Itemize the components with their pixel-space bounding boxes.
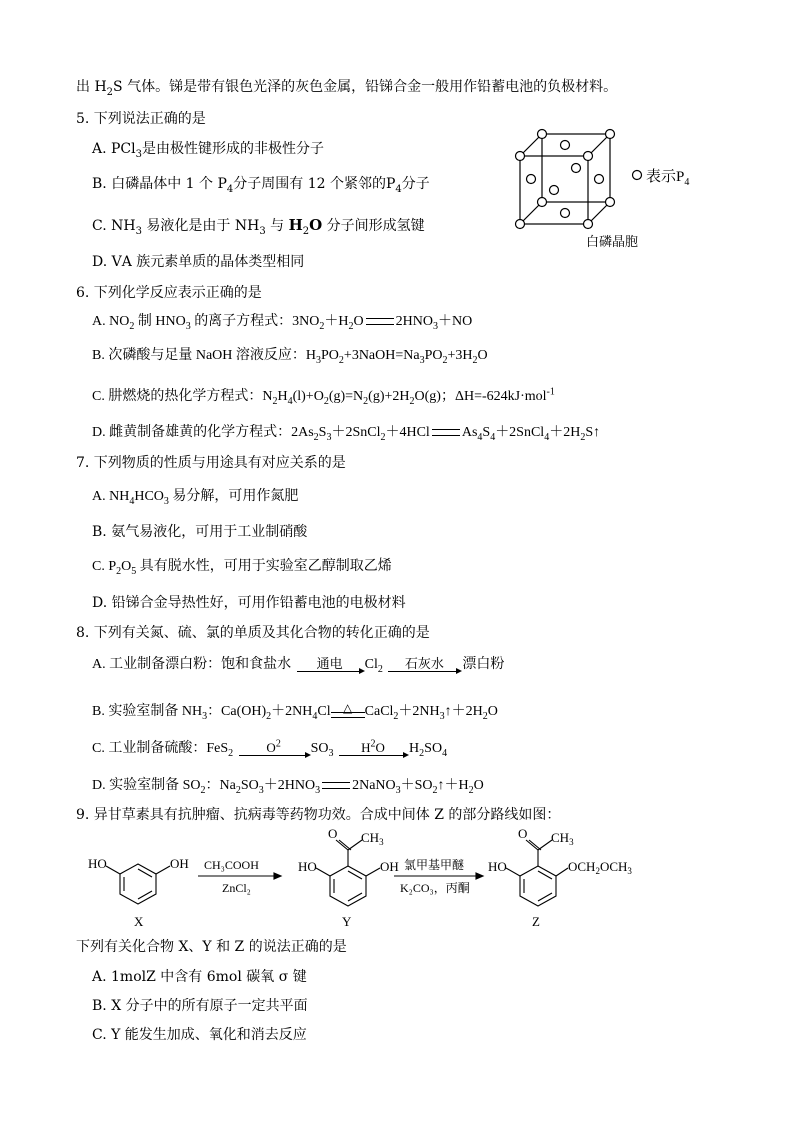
arrow1-reagent: CH₃COOH xyxy=(204,858,259,872)
q6-option-b: B. 次磷酸与足量 NaOH 溶液反应：$H_3PO_2+3NaOH=Na_3PO_2+3H_2O$ xyxy=(92,348,488,366)
svg-text:CH3: $CH_3$ xyxy=(361,830,384,847)
legend-text: 表示$P_4$ xyxy=(646,169,690,188)
atom-corner xyxy=(584,152,593,161)
q6-stem: 6. 下列化学反应表示正确的是 xyxy=(76,285,262,301)
q5-option-a: A. PCl$_3$是由极性键形成的非极性分子 xyxy=(92,141,324,160)
equals-sign xyxy=(432,429,460,436)
q6-option-d: D. 雌黄制备雄黄的化学方程式：$2As_2S_3+2SnCl_2+4HCl$ $As_4S_4+2SnCl_4+2H_2S↑$ xyxy=(92,425,601,443)
q7-option-c: C. $P_2O_5$ 具有脱水性，可用于实验室乙醇制取乙烯 xyxy=(92,559,392,577)
arrow2-reagent: 氯甲基甲醚 xyxy=(404,858,465,872)
z-label: Z xyxy=(532,914,540,929)
y-oh-label: OH xyxy=(380,859,399,874)
atom-corner xyxy=(606,130,615,139)
y-ring xyxy=(330,866,366,906)
intro-sub: 2 xyxy=(106,86,114,98)
intro-text: 出 H xyxy=(76,79,107,95)
z-och2och3-label: $OCH_2OCH_3$ xyxy=(568,859,632,876)
atom-corner xyxy=(606,198,615,207)
arrow1-catalyst: ZnCl₂ xyxy=(222,881,251,895)
x-ring xyxy=(120,864,156,904)
q9-option-a: A. 1molZ 中含有 6mol 碳氧 σ 键 xyxy=(92,969,307,985)
arrow2-conditions: K₂CO₃，丙酮 xyxy=(400,881,470,895)
q5-stem: 5. 下列说法正确的是 xyxy=(76,111,206,127)
atom-face xyxy=(550,186,559,195)
q6-option-c: C. 肼燃烧的热化学方程式：$N_2H_4(l)+O_2(g)=N_2(g)+2H_2O(g)$；ΔH=-624kJ·mol$^{-1}$ xyxy=(92,386,555,407)
y-ho-label: HO xyxy=(298,859,317,874)
atom-face xyxy=(527,175,536,184)
q6-option-a: A. $NO_2$ 制 $HNO_3$ 的离子方程式：$3NO_2+H_2O$ $2HNO_3+NO$ xyxy=(92,314,473,332)
q9-option-c: C. Y 能发生加成、氧化和消去反应 xyxy=(92,1027,307,1043)
atom-corner xyxy=(584,220,593,229)
q8-option-b: B. 实验室制备 $NH_3$：$Ca(OH)_2+2NH_4Cl$ △ $CaCl_2+2NH_3↑+2H_2O$ xyxy=(92,701,498,723)
white-phosphorus-unit-cell xyxy=(508,126,708,256)
synthesis-scheme xyxy=(76,826,676,936)
svg-text:CH3: $CH_3$ xyxy=(551,830,574,847)
z-o-label: O xyxy=(518,826,528,841)
atom-face xyxy=(561,209,570,218)
q5-option-b: B. 白磷晶体中 1 个 $P_4$分子周围有 12 个紧邻的$P_4$分子 xyxy=(92,176,430,195)
atom-corner xyxy=(516,152,525,161)
q7-option-b: B. 氨气易液化，可用于工业制硝酸 xyxy=(92,524,308,540)
y-o-label: O xyxy=(328,826,338,841)
x-oh-label: OH xyxy=(170,856,189,871)
q9-stem: 9. 异甘草素具有抗肿瘤、抗病毒等药物功效。合成中间体 Z 的部分路线如图： xyxy=(76,807,561,823)
q8-option-c: C. 工业制备硫酸：FeS$_2$ $O^2$ $SO_3$ $H^2O$ $H_2SO_4$ xyxy=(92,738,448,759)
figure-caption: 白磷晶胞 xyxy=(586,234,639,249)
x-ho-label: HO xyxy=(88,856,107,871)
atom-corner xyxy=(538,198,547,207)
q9-option-b: B. X 分子中的所有原子一定共平面 xyxy=(92,998,308,1014)
q8-option-d: D. 实验室制备 $SO_2$：$Na_2SO_3+2HNO_3$ $2NaNO_3+SO_2↑+H_2O$ xyxy=(92,778,484,796)
atom-corner xyxy=(516,220,525,229)
atom-corner xyxy=(538,130,547,139)
q5-option-c: C. $NH_3$ 易液化是由于 $NH_3$ 与 $H_2O$ 分子间形成氢键 xyxy=(92,216,425,237)
q8-stem: 8. 下列有关氮、硫、氯的单质及其化合物的转化正确的是 xyxy=(76,625,430,641)
q8-option-a: A. 工业制备漂白粉：饱和食盐水 通电 $Cl_2$ 石灰水 漂白粉 xyxy=(92,656,505,675)
q9-lead: 下列有关化合物 X、Y 和 Z 的说法正确的是 xyxy=(76,939,347,955)
equals-sign xyxy=(322,782,350,789)
q7-option-a: A. $NH_4HCO_3$ 易分解，可用作氮肥 xyxy=(92,489,299,507)
q5-option-d: D. ⅤA 族元素单质的晶体类型相同 xyxy=(92,254,305,270)
z-ring xyxy=(520,866,556,906)
atom-face xyxy=(595,175,604,184)
q7-option-d: D. 铅锑合金导热性好，可用作铅蓄电池的电极材料 xyxy=(92,595,406,611)
intro-line xyxy=(76,78,617,96)
legend-atom xyxy=(633,171,642,180)
x-label: X xyxy=(134,914,144,929)
equals-sign xyxy=(366,318,394,325)
intro-rest: S 气体。锑是带有银色光泽的灰色金属，铅锑合金一般用作铅蓄电池的负极材料。 xyxy=(113,79,618,95)
atom-face xyxy=(561,141,570,150)
y-label: Y xyxy=(342,914,352,929)
q7-stem: 7. 下列物质的性质与用途具有对应关系的是 xyxy=(76,455,346,471)
z-ho-label: HO xyxy=(488,859,507,874)
atom-face xyxy=(572,164,581,173)
heat-equals-sign: △ xyxy=(331,703,365,721)
